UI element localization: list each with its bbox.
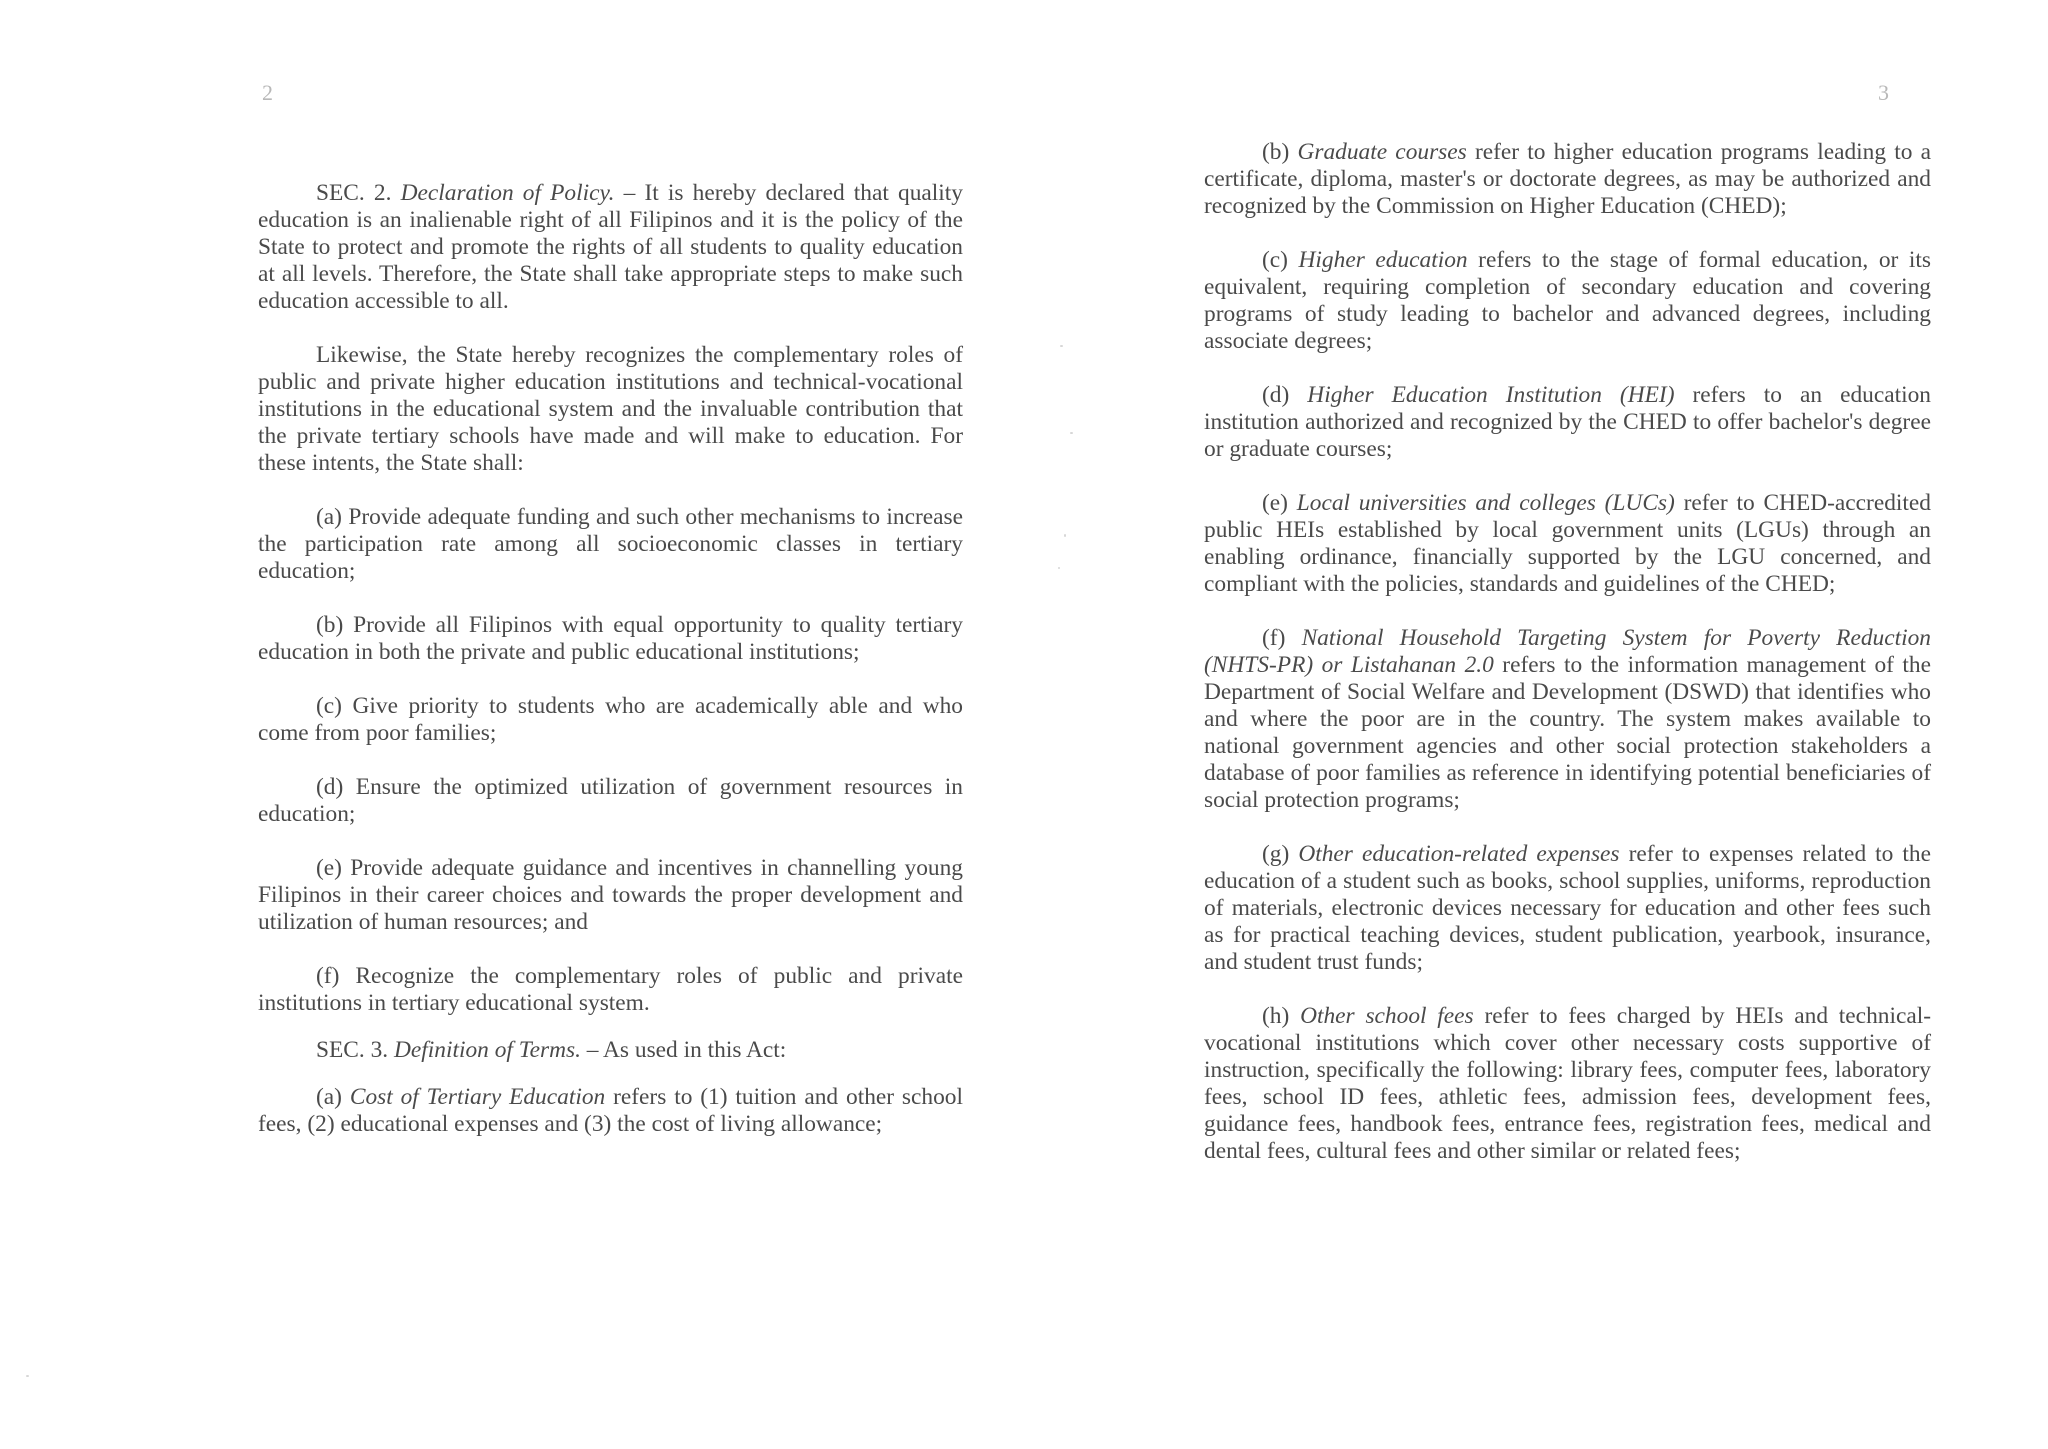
definition-d (1204, 382, 1931, 463)
definition-text: refers to the information management of the Department of Social Welfare and Development (DSWD) that identifies who and where the poor are in the country. The system makes available to national government agencies and other social protection stakeholders a database of poor families as reference in identifying potential beneficiaries of social protection programs; (1204, 652, 1931, 813)
definition-marker: (c) (1262, 247, 1299, 273)
definition-c (1204, 247, 1931, 355)
definition-f (1204, 625, 1931, 814)
scan-speck (1058, 567, 1060, 569)
definition-text: refer to fees charged by HEIs and technical-vocational institutions which cover other necessary costs supportive of instruction, specifically the following: library fees, computer fees, laboratory fees, school ID fees, athletic fees, admission fees, development fees, guidance fees, handbook fees, entrance fees, registration fees, medical and dental fees, cultural fees and other similar or related fees; (1204, 1003, 1932, 1164)
policy-item-b: (b) Provide all Filipinos with equal opportunity to quality tertiary education in both the private and public educational institutions; (258, 612, 963, 665)
right-page (1024, 0, 2048, 1449)
likewise-paragraph: Likewise, the State hereby recognizes the complementary roles of public and private higher education institutions and technical-vocational institutions in the educational system and the invaluable contribution that the private tertiary schools have made and will make to education. For these intents, the State shall: (258, 342, 963, 476)
definition-text: refers to an education institution authorized and recognized by the CHED to offer bachelor's degree or graduate courses; (1204, 382, 1931, 462)
definition-marker: (h) (1262, 1003, 1301, 1029)
definition-text: refers to (1) tuition and other school fees, (2) educational expenses and (3) the cost of living allowance; (258, 1084, 963, 1137)
section-text: – As used in this Act: (580, 1037, 787, 1063)
definition-marker: (a) (316, 1084, 350, 1110)
definition-g (1204, 841, 1931, 976)
definition-marker: (g) (1262, 841, 1299, 867)
sec2-declaration-of-policy (258, 180, 963, 315)
section-title: Declaration of Policy. (400, 180, 615, 206)
definition-term: Local universities and colleges (LUCs) (1296, 490, 1675, 516)
definition-term: Higher education (1298, 247, 1468, 273)
definition-term: Graduate courses (1297, 139, 1467, 165)
definition-term: National Household Targeting System for Poverty Reduction (NHTS-PR) or Listahanan 2.0 (1204, 625, 1931, 678)
definition-marker: (f) (1262, 625, 1302, 651)
definition-b (1204, 139, 1931, 220)
page-number: 3 (1878, 80, 1889, 105)
definition-text: refer to higher education programs leading to a certificate, diploma, master's or doctorate degrees, as may be authorized and recognized by the Commission on Higher Education (CHED); (1204, 139, 1932, 219)
definition-marker: (e) (1262, 490, 1297, 516)
policy-item-d: (d) Ensure the optimized utilization of government resources in education; (258, 774, 963, 827)
scan-speck (1064, 534, 1066, 537)
policy-item-e: (e) Provide adequate guidance and incentives in channelling young Filipinos in their career choices and towards the proper development and utilization of human resources; and (258, 855, 963, 935)
definition-e (1204, 490, 1931, 598)
scan-speck (1070, 432, 1073, 434)
policy-item-f: (f) Recognize the complementary roles of public and private institutions in tertiary educational system. (258, 963, 963, 1016)
definition-marker: (b) (1262, 139, 1298, 165)
section-label: SEC. 2. (316, 180, 392, 206)
definition-a (258, 1084, 963, 1138)
page-number: 2 (262, 80, 273, 105)
sec3-definition-of-terms (258, 1037, 963, 1064)
scan-speck (1060, 345, 1063, 347)
definition-marker: (d) (1262, 382, 1308, 408)
definition-term: Cost of Tertiary Education (349, 1084, 606, 1110)
left-text-column (258, 180, 963, 1165)
policy-item-c: (c) Give priority to students who are academically able and who come from poor families; (258, 693, 963, 746)
section-title: Definition of Terms. (394, 1037, 581, 1063)
policy-item-a: (a) Provide adequate funding and such other mechanisms to increase the participation rate among all socioeconomic classes in tertiary education; (258, 504, 963, 584)
definition-term: Higher Education Institution (HEI) (1307, 382, 1675, 408)
definition-h (1204, 1003, 1931, 1165)
section-label: SEC. 3. (316, 1037, 389, 1063)
definition-text: refer to expenses related to the education of a student such as books, school supplies, uniforms, reproduction of materials, electronic devices necessary for education and other fees such as for practical teaching devices, student publication, yearbook, insurance, and student trust funds; (1204, 841, 1932, 975)
scan-speck (26, 1375, 29, 1377)
definition-term: Other school fees (1300, 1003, 1474, 1029)
right-text-column (1204, 139, 1931, 1192)
definition-term: Other education-related expenses (1298, 841, 1620, 867)
section-text: – It is hereby declared that quality education is an inalienable right of all Filipinos and it is the policy of the State to protect and promote the rights of all students to quality education at all levels. Therefore, the State shall take appropriate steps to make such education accessible to all. (258, 180, 963, 314)
definition-text: refers to the stage of formal education, or its equivalent, requiring completion of secondary education and covering programs of study leading to bachelor and advanced degrees, including associate degrees; (1204, 247, 1931, 354)
definition-text: refer to CHED-accredited public HEIs established by local government units (LGUs) through an enabling ordinance, financially supported by the LGU concerned, and compliant with the policies, standards and guidelines of the CHED; (1204, 490, 1931, 597)
